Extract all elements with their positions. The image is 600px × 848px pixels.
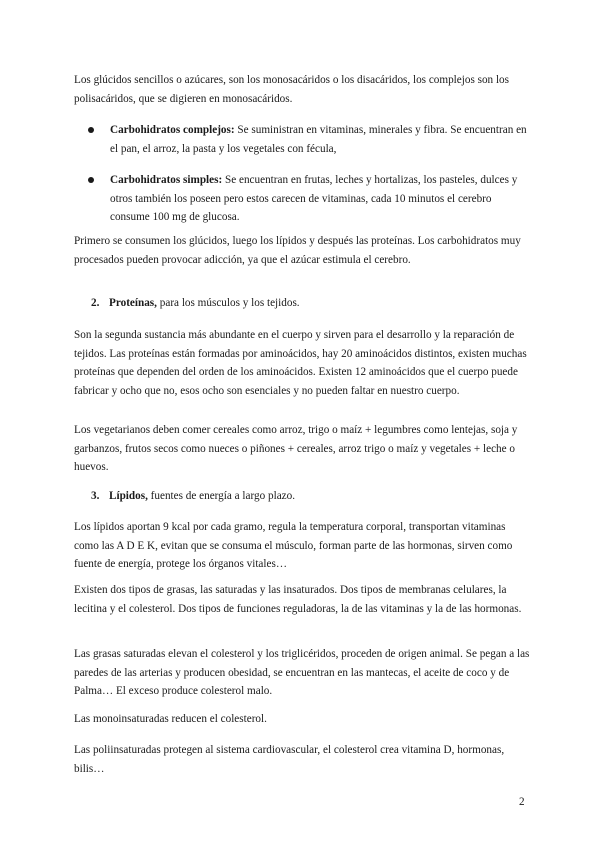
lipids-paragraph-4: Las monoinsaturadas reducen el colesterol.	[74, 713, 267, 725]
proteins-paragraph-2: Los vegetarianos deben comer cereales como arroz, trigo o maíz + legumbres como lentejas, soja y garbanzos, frutos secos como nueces o piñones + cereales, arroz trigo o maíz y vegetales + leche o huevos.	[74, 424, 518, 473]
bullet-icon	[88, 127, 94, 133]
lipids-paragraph-1: Los lípidos aportan 9 kcal por cada gramo, regula la temperatura corporal, transportan vitaminas como las A D E K, evitan que se consuma el músculo, forman parte de las hormonas, sirven como fuente de energía, protege los órganos vitales…	[74, 521, 513, 570]
list-item	[74, 171, 530, 227]
page-number: 2	[519, 796, 525, 808]
lipids-paragraph-3: Las grasas saturadas elevan el colesterol y los triglicéridos, proceden de origen animal. Se pegan a las paredes de las arterias y producen obesidad, se encuentran en las mantecas, el aceite de coco y de Palma… El exceso produce colesterol malo.	[74, 648, 530, 697]
proteins-paragraph-1: Son la segunda sustancia más abundante en el cuerpo y sirven para el desarrollo y la reparación de tejidos. Las proteínas están formadas por aminoácidos, hay 20 aminoácidos distintos, existen muchas proteínas que dependen del orden de los aminoácidos. Existen 12 aminoácidos que el cuerpo puede fabricar y ocho que no, esos ocho son esenciales y no pueden faltar en nuestro cuerpo.	[74, 329, 527, 397]
section-heading-proteins	[91, 294, 531, 313]
section-term: Proteínas,	[109, 297, 157, 309]
section-number: 3.	[91, 490, 100, 502]
section-heading-lipids	[91, 487, 531, 506]
section-term: Lípidos,	[109, 490, 148, 502]
order-paragraph: Primero se consumen los glúcidos, luego los lípidos y después las proteínas. Los carbohidratos muy procesados pueden provocar adicción, ya que el azúcar estimula el cerebro.	[74, 235, 521, 266]
carbohydrate-list	[74, 121, 530, 227]
list-item-term: Carbohidratos simples:	[110, 174, 223, 186]
list-item-text: Se suministran en vitaminas, minerales y fibra. Se encuentran en el pan, el arroz, la pasta y los vegetales con fécula,	[110, 124, 527, 155]
list-item-text: Se encuentran en frutas, leches y hortalizas, los pasteles, dulces y otros también los poseen pero estos carecen de vitaminas, cada 10 minutos el cerebro consume 100 mg de glucosa.	[110, 174, 518, 223]
intro-paragraph: Los glúcidos sencillos o azúcares, son los monosacáridos o los disacáridos, los complejos son los polisacáridos, que se digieren en monosacáridos.	[74, 74, 510, 105]
section-number: 2.	[91, 297, 100, 309]
section-text: fuentes de energía a largo plazo.	[147, 490, 296, 502]
lipids-paragraph-5: Las poliinsaturadas protegen al sistema cardiovascular, el colesterol crea vitamina D, hormonas, bilis…	[74, 744, 505, 775]
list-item	[74, 121, 530, 158]
list-item-term: Carbohidratos complejos:	[110, 124, 235, 136]
lipids-paragraph-2: Existen dos tipos de grasas, las saturadas y las insaturados. Dos tipos de membranas celulares, la lecitina y el colesterol. Dos tipos de funciones reguladoras, la de las vitaminas y la de las hormonas.	[74, 584, 522, 615]
bullet-icon	[88, 177, 94, 183]
section-text: para los músculos y los tejidos.	[156, 297, 300, 309]
